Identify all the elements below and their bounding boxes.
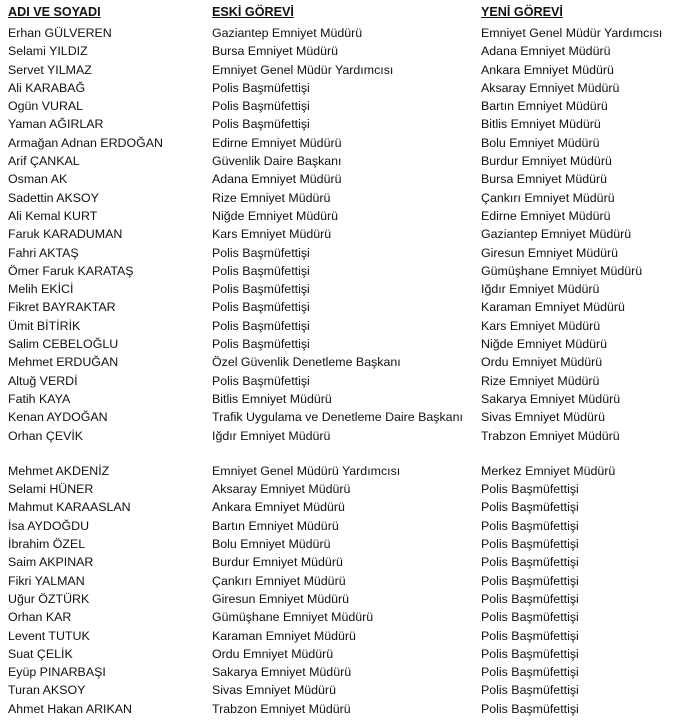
old-position: Trabzon Emniyet Müdürü [212,701,351,716]
person-name: Altuğ VERDİ [8,373,78,388]
new-position: Polis Başmüfettişi [481,518,579,533]
old-position: Özel Güvenlik Denetleme Başkanı [212,355,401,370]
old-position: Bursa Emniyet Müdürü [212,44,339,59]
table-row [0,663,677,681]
header-old-position: ESKİ GÖREVİ [212,5,294,19]
person-name: Arif ÇANKAL [8,154,80,169]
person-name: Saim AKPINAR [8,555,94,570]
table-row [0,372,677,390]
group-spacer [0,445,677,462]
new-position: Aksaray Emniyet Müdürü [481,80,620,95]
table-row [0,535,677,553]
person-name: Fikret BAYRAKTAR [8,300,116,315]
person-name: Orhan KAR [8,610,72,625]
old-position: Polis Başmüfettişi [212,245,310,260]
new-position: Polis Başmüfettişi [481,482,579,497]
table-row [0,115,677,133]
table-row [0,427,677,445]
table-row [0,207,677,225]
table-row [0,170,677,188]
old-position: Polis Başmüfettişi [212,282,310,297]
table-row [0,42,677,60]
appointments-group [0,24,677,445]
table-row [0,353,677,371]
old-position: Polis Başmüfettişi [212,117,310,132]
table-row [0,462,677,480]
new-position: Trabzon Emniyet Müdürü [481,428,620,443]
old-position: Polis Başmüfettişi [212,373,310,388]
person-name: İsa AYDOĞDU [8,518,90,533]
person-name: Ali Kemal KURT [8,208,98,223]
table-row [0,700,677,718]
person-name: Ömer Faruk KARATAŞ [8,263,134,278]
new-position: Bitlis Emniyet Müdürü [481,117,601,132]
old-position: Trafik Uygulama ve Denetleme Daire Başkanı [212,410,463,425]
table-row [0,61,677,79]
person-name: Selami YILDIZ [8,44,88,59]
person-name: Turan AKSOY [8,683,86,698]
person-name: Faruk KARADUMAN [8,227,123,242]
reassignments-group [0,462,677,718]
table-header [0,0,677,24]
table-row [0,189,677,207]
new-position: Çankırı Emniyet Müdürü [481,190,615,205]
old-position: Çankırı Emniyet Müdürü [212,573,346,588]
person-name: Fikri YALMAN [8,573,85,588]
new-position: Ankara Emniyet Müdürü [481,62,614,77]
person-name: Servet YILMAZ [8,62,92,77]
new-position: Bolu Emniyet Müdürü [481,135,600,150]
old-position: Emniyet Genel Müdürü Yardımcısı [212,463,401,478]
old-position: Emniyet Genel Müdür Yardımcısı [212,62,394,77]
old-position: Karaman Emniyet Müdürü [212,628,356,643]
new-position: Polis Başmüfettişi [481,537,579,552]
old-position: Polis Başmüfettişi [212,80,310,95]
new-position: Bartın Emniyet Müdürü [481,99,608,114]
person-name: İbrahim ÖZEL [8,537,86,552]
person-name: Fatih KAYA [8,391,71,406]
new-position: Polis Başmüfettişi [481,646,579,661]
old-position: Bitlis Emniyet Müdürü [212,391,332,406]
person-name: Uğur ÖZTÜRK [8,591,90,606]
table-row [0,572,677,590]
new-position: Burdur Emniyet Müdürü [481,154,612,169]
new-position: Polis Başmüfettişi [481,701,579,716]
new-position: Giresun Emniyet Müdürü [481,245,619,260]
person-name: Selami HÜNER [8,482,94,497]
new-position: Gümüşhane Emniyet Müdürü [481,263,643,278]
old-position: Niğde Emniyet Müdürü [212,208,339,223]
table-row [0,553,677,571]
table-row [0,608,677,626]
old-position: Kars Emniyet Müdürü [212,227,332,242]
old-position: Gaziantep Emniyet Müdürü [212,26,363,40]
old-position: Polis Başmüfettişi [212,337,310,352]
person-name: Suat ÇELİK [8,646,73,661]
table-row [0,390,677,408]
header-name: ADI VE SOYADI [8,5,101,19]
table-row [0,134,677,152]
old-position: Rize Emniyet Müdürü [212,190,331,205]
old-position: Ordu Emniyet Müdürü [212,646,334,661]
table-row [0,627,677,645]
new-position: Polis Başmüfettişi [481,573,579,588]
new-position: Polis Başmüfettişi [481,665,579,680]
table-row [0,480,677,498]
person-name: Osman AK [8,172,68,187]
table-row [0,298,677,316]
new-position: Polis Başmüfettişi [481,591,579,606]
old-position: Iğdır Emniyet Müdürü [212,428,331,443]
person-name: Salim CEBELOĞLU [8,337,119,352]
new-position: Sivas Emniyet Müdürü [481,410,605,425]
table-row [0,517,677,535]
table-row [0,225,677,243]
new-position: Polis Başmüfettişi [481,500,579,515]
new-position: Polis Başmüfettişi [481,628,579,643]
person-name: Melih EKİCİ [8,282,74,297]
table-row [0,280,677,298]
person-name: Mehmet ERDUĞAN [8,355,119,370]
old-position: Burdur Emniyet Müdürü [212,555,343,570]
table-row [0,97,677,115]
header-new-position: YENİ GÖREVİ [481,5,563,19]
person-name: Kenan AYDOĞAN [8,410,108,425]
new-position: Merkez Emniyet Müdürü [481,463,616,478]
new-position: Adana Emniyet Müdürü [481,44,611,59]
old-position: Güvenlik Daire Başkanı [212,154,342,169]
person-name: Orhan ÇEVİK [8,428,84,443]
old-position: Bartın Emniyet Müdürü [212,518,339,533]
new-position: Bursa Emniyet Müdürü [481,172,608,187]
new-position: Kars Emniyet Müdürü [481,318,601,333]
old-position: Gümüşhane Emniyet Müdürü [212,610,374,625]
person-name: Mehmet AKDENİZ [8,463,110,478]
table-row [0,24,677,42]
old-position: Polis Başmüfettişi [212,99,310,114]
new-position: Karaman Emniyet Müdürü [481,300,625,315]
person-name: Yaman AĞIRLAR [8,117,104,132]
new-position: Emniyet Genel Müdür Yardımcısı [481,26,663,40]
new-position: Polis Başmüfettişi [481,610,579,625]
new-position: Edirne Emniyet Müdürü [481,208,611,223]
person-name: Armağan Adnan ERDOĞAN [8,135,163,150]
table-row [0,681,677,699]
table-row [0,645,677,663]
person-name: Ümit BİTİRİK [8,318,81,333]
person-name: Ali KARABAĞ [8,80,86,95]
new-position: Gaziantep Emniyet Müdürü [481,227,632,242]
person-name: Mahmut KARAASLAN [8,500,131,515]
person-name: Levent TUTUK [8,628,90,643]
new-position: Sakarya Emniyet Müdürü [481,391,621,406]
table-row [0,590,677,608]
old-position: Polis Başmüfettişi [212,318,310,333]
person-name: Sadettin AKSOY [8,190,99,205]
old-position: Giresun Emniyet Müdürü [212,591,350,606]
person-name: Ahmet Hakan ARIKAN [8,701,132,716]
person-name: Eyüp PINARBAŞI [8,665,106,680]
old-position: Polis Başmüfettişi [212,263,310,278]
new-position: Iğdır Emniyet Müdürü [481,282,600,297]
table-row [0,335,677,353]
old-position: Ankara Emniyet Müdürü [212,500,345,515]
old-position: Sivas Emniyet Müdürü [212,683,336,698]
table-row [0,317,677,335]
new-position: Polis Başmüfettişi [481,555,579,570]
person-name: Erhan GÜLVEREN [8,26,112,40]
old-position: Adana Emniyet Müdürü [212,172,342,187]
new-position: Polis Başmüfettişi [481,683,579,698]
table-row [0,79,677,97]
person-name: Fahri AKTAŞ [8,245,79,260]
table-row [0,498,677,516]
old-position: Polis Başmüfettişi [212,300,310,315]
old-position: Sakarya Emniyet Müdürü [212,665,352,680]
new-position: Ordu Emniyet Müdürü [481,355,603,370]
table-row [0,244,677,262]
table-row [0,262,677,280]
old-position: Edirne Emniyet Müdürü [212,135,342,150]
new-position: Rize Emniyet Müdürü [481,373,600,388]
old-position: Bolu Emniyet Müdürü [212,537,331,552]
table-row [0,152,677,170]
old-position: Aksaray Emniyet Müdürü [212,482,351,497]
table-row [0,408,677,426]
person-name: Ogün VURAL [8,99,84,114]
new-position: Niğde Emniyet Müdürü [481,337,608,352]
